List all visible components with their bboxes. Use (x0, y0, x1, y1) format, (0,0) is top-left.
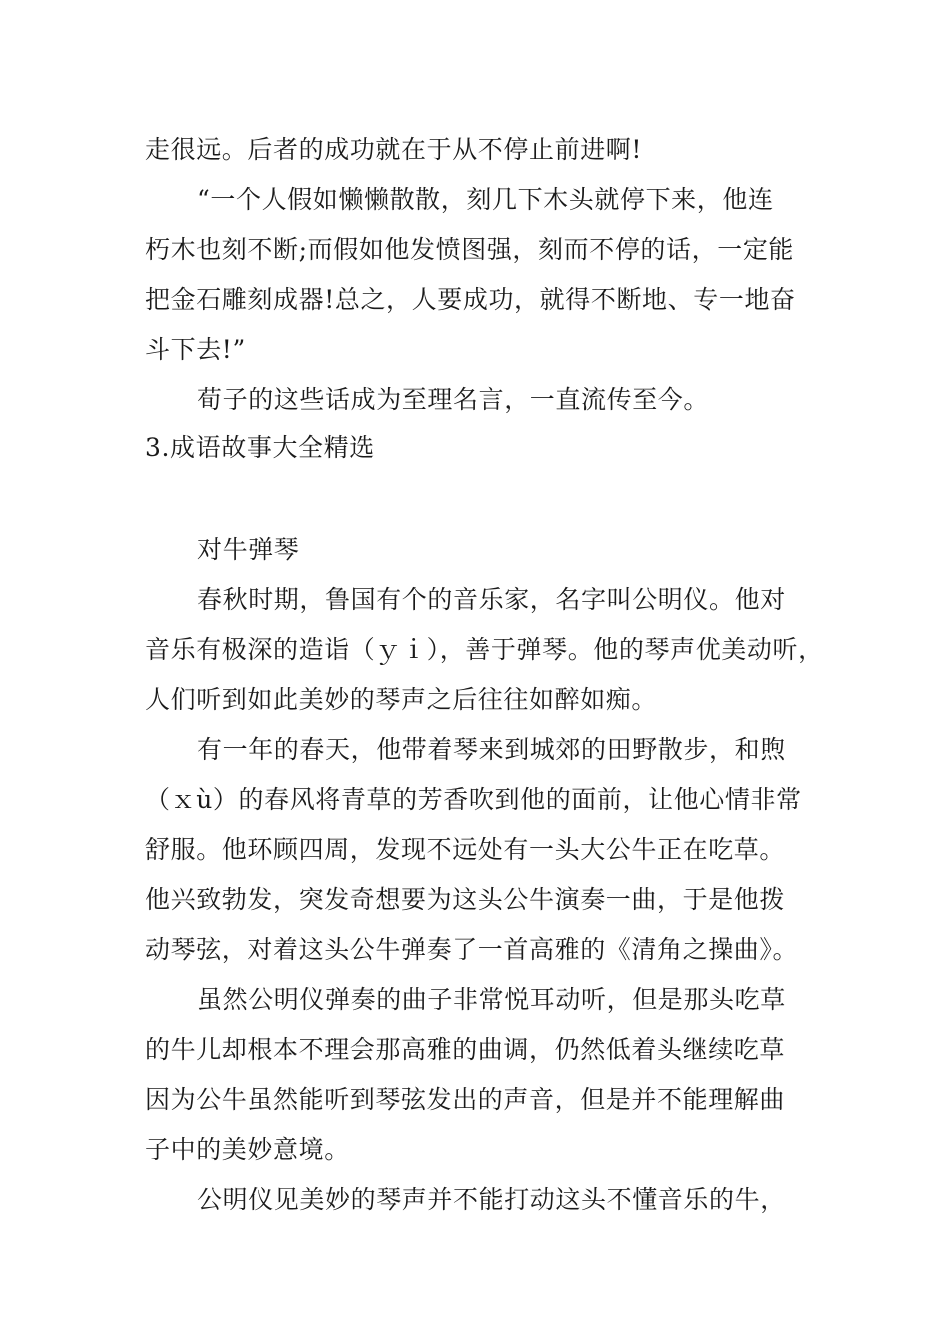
paragraph-line: 他兴致勃发，突发奇想要为这头公牛演奏一曲，于是他拨 (145, 885, 786, 914)
paragraph-line: 公明仪见美妙的琴声并不能打动这头不懂音乐的牛， (197, 1185, 786, 1214)
quote-line: 朽木也刻不断;而假如他发愤图强，刻而不停的话，一定能 (145, 235, 795, 264)
quote-line: 把金石雕刻成器!总之，人要成功，就得不断地、专一地奋 (145, 285, 796, 314)
paragraph-line: 的牛儿却根本不理会那高雅的曲调，仍然低着头继续吃草 (145, 1035, 786, 1064)
paragraph-line: 走很远。后者的成功就在于从不停止前进啊! (145, 135, 643, 164)
paragraph-line: 舒服。他环顾四周，发现不远处有一头大公牛正在吃草。 (145, 835, 786, 864)
paragraph-line: 音乐有极深的造诣（ｙｉ），善于弹琴。他的琴声优美动听， (145, 635, 824, 664)
paragraph-line: 虽然公明仪弹奏的曲子非常悦耳动听，但是那头吃草 (197, 985, 786, 1014)
story-title: 对牛弹琴 (197, 535, 300, 564)
paragraph-line: 动琴弦，对着这头公牛弹奏了一首高雅的《清角之操曲》。 (145, 935, 799, 964)
paragraph-line: 子中的美妙意境。 (145, 1135, 350, 1164)
paragraph-line: 荀子的这些话成为至理名言，一直流传至今。 (197, 385, 710, 414)
paragraph-line: （ｘù）的春风将青草的芳香吹到他的面前，让他心情非常 (145, 785, 802, 814)
paragraph-line: 有一年的春天，他带着琴来到城郊的田野散步，和煦 (197, 735, 786, 764)
quote-line: “一个人假如懒懒散散，刻几下木头就停下来，他连 (197, 185, 774, 214)
paragraph-line: 人们听到如此美妙的琴声之后往往如醉如痴。 (145, 685, 658, 714)
quote-line: 斗下去!” (145, 335, 246, 364)
section-heading: 3.成语故事大全精选 (145, 433, 375, 462)
paragraph-line: 因为公牛虽然能听到琴弦发出的声音，但是并不能理解曲 (145, 1085, 786, 1114)
paragraph-line: 春秋时期，鲁国有个的音乐家，名字叫公明仪。他对 (197, 585, 786, 614)
